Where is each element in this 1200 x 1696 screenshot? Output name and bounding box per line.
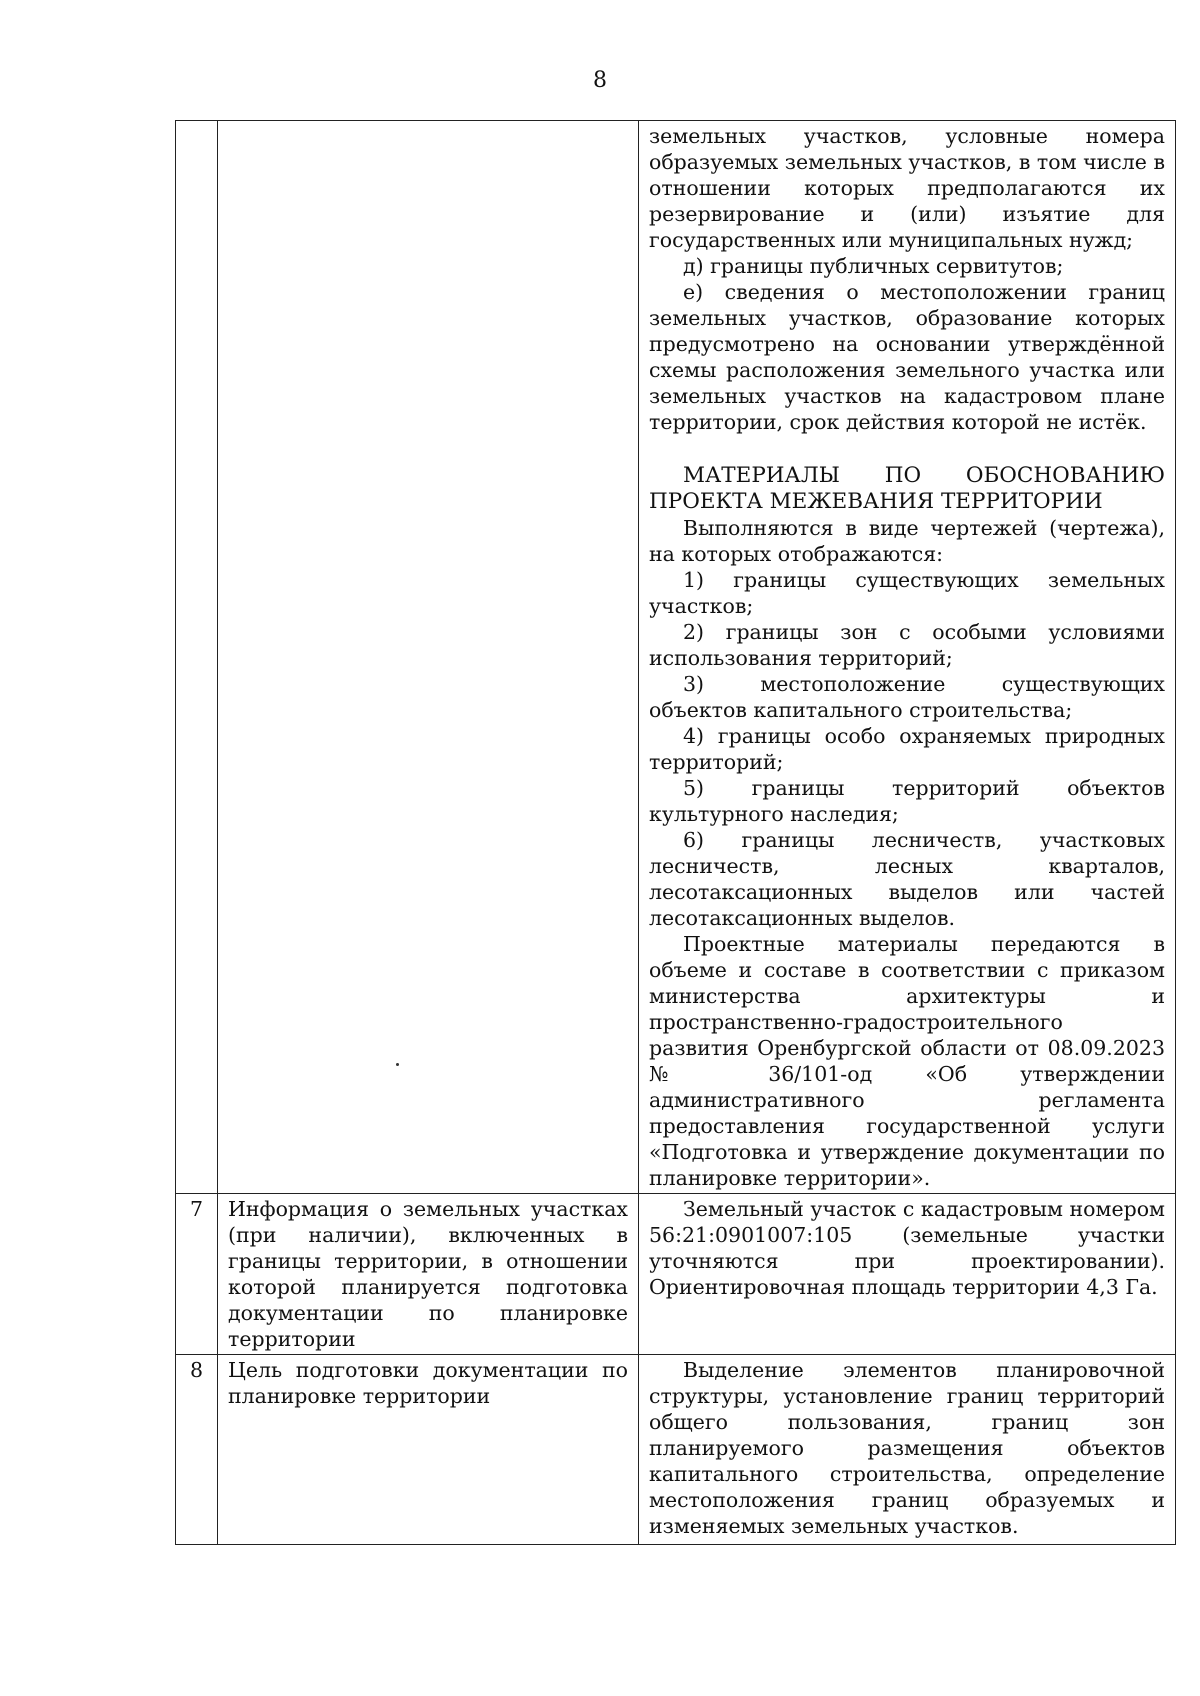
table-row-continuation [176, 121, 1176, 1194]
list-item: 6) границы лесничеств, участковых лесничеств, лесных кварталов, лесотаксационных выделов или частей лесотаксационных выделов. [649, 828, 1165, 930]
paragraph: д) границы публичных сервитутов; [683, 254, 1064, 278]
list-item: 3) местоположение существующих объектов капитального строительства; [649, 672, 1165, 722]
table-row [176, 1355, 1176, 1545]
row-name-cell: Информация о земельных участках (при наличии), включенных в границы территории, в отношении которой планируется подготовка документации по планировке территории [218, 1194, 639, 1355]
row-value-cell [639, 121, 1176, 1194]
list-item: 2) границы зон с особыми условиями использования территорий; [649, 620, 1165, 670]
paragraph: земельных участков, условные номера образуемых земельных участков, в том числе в отношении которых предполагаются их резервирование и (или) изъятие для государственных или муниципальных нужд; [649, 124, 1165, 252]
document-table [175, 120, 1176, 1545]
paragraph: Выполняются в виде чертежей (чертежа), на которых отображаются: [649, 516, 1165, 566]
table-row [176, 1194, 1176, 1355]
list-item: 5) границы территорий объектов культурного наследия; [649, 776, 1165, 826]
section-heading: МАТЕРИАЛЫ ПО ОБОСНОВАНИЮ ПРОЕКТА МЕЖЕВАНИЯ ТЕРРИТОРИИ [649, 463, 1165, 514]
row-number-cell: 7 [176, 1194, 218, 1355]
page-number: 8 [593, 68, 607, 93]
scan-speck [396, 1063, 399, 1066]
row-value-cell: Земельный участок с кадастровым номером 56:21:0901007:105 (земельные участки уточняются при проектировании). Ориентировочная площадь территории 4,3 Га. [639, 1194, 1176, 1355]
list-item: 4) границы особо охраняемых природных территорий; [649, 724, 1165, 774]
row-name-cell [218, 121, 639, 1194]
list-item: 1) границы существующих земельных участков; [649, 568, 1165, 618]
row-name-cell: Цель подготовки документации по планировке территории [218, 1355, 639, 1545]
paragraph: е) сведения о местоположении границ земельных участков, образование которых предусмотрено на основании утверждённой схемы расположения земельного участка или земельных участков на кадастровом плане территории, срок действия которой не истёк. [649, 280, 1165, 434]
paragraph: Проектные материалы передаются в объеме и составе в соответствии с приказом министерства архитектуры и пространственно-градостроительного развития Оренбургской области от 08.09.2023 № 36/101-од «Об утверждении административного регламента предоставления государственной услуги «Подготовка и утверждение документации по планировке территории». [649, 932, 1165, 1190]
row-number-cell [176, 121, 218, 1194]
row-value-cell: Выделение элементов планировочной структуры, установление границ территорий общего пользования, границ зон планируемого размещения объектов капитального строительства, определение местоположения границ образуемых и изменяемых земельных участков. [639, 1355, 1176, 1545]
row-number-cell: 8 [176, 1355, 218, 1545]
